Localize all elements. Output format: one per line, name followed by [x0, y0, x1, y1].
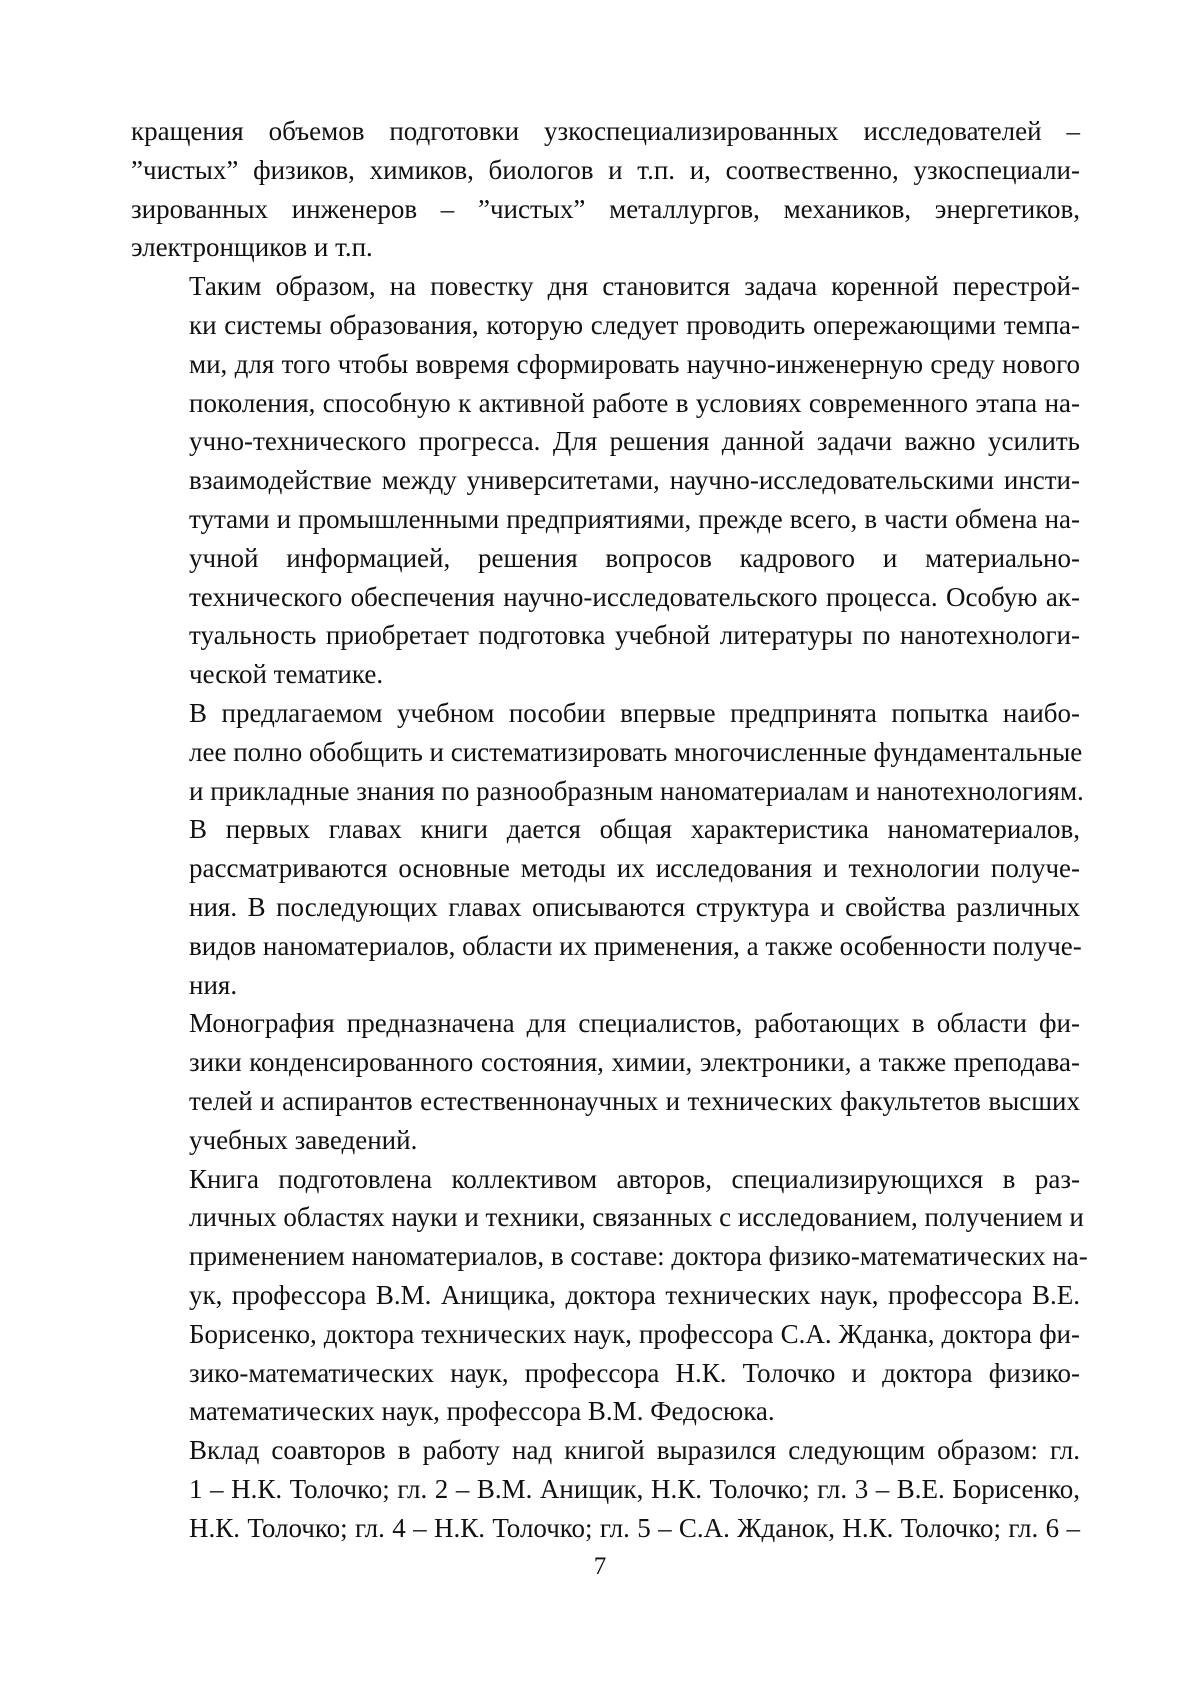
paragraph	[131, 1160, 1088, 1432]
text-line: учебных заведений.	[189, 1124, 418, 1155]
text-line: ки системы образования, которую следует проводить опережающими темпа-	[189, 309, 1080, 340]
text-line: технического обеспечения научно-исследовательского процесса. Особую ак-	[189, 581, 1080, 612]
text-line: Н.К. Толочко; гл. 4 – Н.К. Толочко; гл. 5 – С.А. Жданок, Н.К. Толочко; гл. 6 –	[189, 1512, 1080, 1543]
text-line: зированных инженеров – ”чистых” металлургов, механиков, энергетиков,	[131, 193, 1080, 224]
paragraph	[131, 810, 1080, 1004]
text-line: туальность приобретает подготовка учебной литературы по нанотехнологи-	[189, 620, 1080, 651]
text-line: телей и аспирантов естественнонаучных и технических факультетов высших	[189, 1085, 1080, 1116]
text-line: видов наноматериалов, области их применения, а также особенности получе-	[189, 930, 1082, 961]
text-line: Таким образом, на повестку дня становится задача коренной перестрой-	[189, 271, 1080, 302]
text-line: ния. В последующих главах описываются структура и свойства различных	[189, 891, 1080, 922]
text-line: ”чистых” физиков, химиков, биологов и т.п. и, соотвественно, узкоспециали-	[131, 154, 1080, 185]
text-line: рассматриваются основные методы их исследования и технологии получе-	[189, 853, 1080, 884]
text-line: 1 – Н.К. Толочко; гл. 2 – В.М. Анищик, Н.К. Толочко; гл. 3 – В.Е. Борисенко,	[189, 1473, 1080, 1504]
text-line: и прикладные знания по разнообразным наноматериалам и нанотехнологиям.	[189, 775, 1084, 806]
text-line: взаимодействие между университетами, научно-исследовательскими инсти-	[189, 465, 1080, 496]
paragraph	[131, 1431, 1080, 1547]
text-line: тутами и промышленными предприятиями, прежде всего, в части обмена на-	[189, 503, 1080, 534]
paragraph	[131, 694, 1084, 810]
text-line: кращения объемов подготовки узкоспециализированных исследователей –	[131, 116, 1080, 146]
text-line: ук, профессора В.М. Анищика, доктора технических наук, профессора В.Е.	[189, 1279, 1080, 1310]
text-line: зики конденсированного состояния, химии, электроники, а также преподава-	[189, 1047, 1080, 1078]
text-line: личных областях науки и техники, связанных с исследованием, получением и	[189, 1202, 1084, 1233]
text-line: Монография предназначена для специалистов, работающих в области фи-	[189, 1008, 1080, 1039]
text-line: лее полно обобщить и систематизировать многочисленные фундаментальные	[189, 736, 1083, 767]
text-line: математических наук, профессора В.М. Федосюка.	[189, 1396, 775, 1427]
text-line: Вклад соавторов в работу над книгой выразился следующим образом: гл.	[189, 1435, 1080, 1466]
page-number: 7	[593, 1553, 607, 1580]
text-line: Книга подготовлена коллективом авторов, специализирующихся в раз-	[189, 1163, 1080, 1194]
text-line: зико-математических наук, профессора Н.К. Толочко и доктора физико-	[189, 1357, 1080, 1388]
body-text	[131, 112, 1088, 1547]
text-line: учной информацией, решения вопросов кадрового и материально-	[189, 542, 1080, 573]
text-line: В первых главах книги дается общая характеристика наноматериалов,	[189, 814, 1080, 845]
text-line: ми, для того чтобы вовремя сформировать научно-инженерную среду нового	[189, 348, 1080, 379]
paragraph	[131, 1004, 1080, 1159]
text-line: ческой тематике.	[189, 659, 384, 690]
paragraph	[131, 112, 1080, 267]
paragraph	[131, 267, 1080, 694]
text-line: В предлагаемом учебном пособии впервые предпринята попытка наибо-	[189, 697, 1080, 728]
text-line: поколения, способную к активной работе в условиях современного этапа на-	[189, 387, 1080, 418]
text-line: Борисенко, доктора технических наук, профессора С.А. Жданка, доктора фи-	[189, 1318, 1080, 1349]
text-line: ния.	[189, 969, 238, 1000]
text-line: применением наноматериалов, в составе: доктора физико-математических на-	[189, 1241, 1088, 1272]
text-line: электронщиков и т.п.	[131, 232, 373, 263]
text-line: учно-технического прогресса. Для решения данной задачи важно усилить	[189, 426, 1080, 457]
